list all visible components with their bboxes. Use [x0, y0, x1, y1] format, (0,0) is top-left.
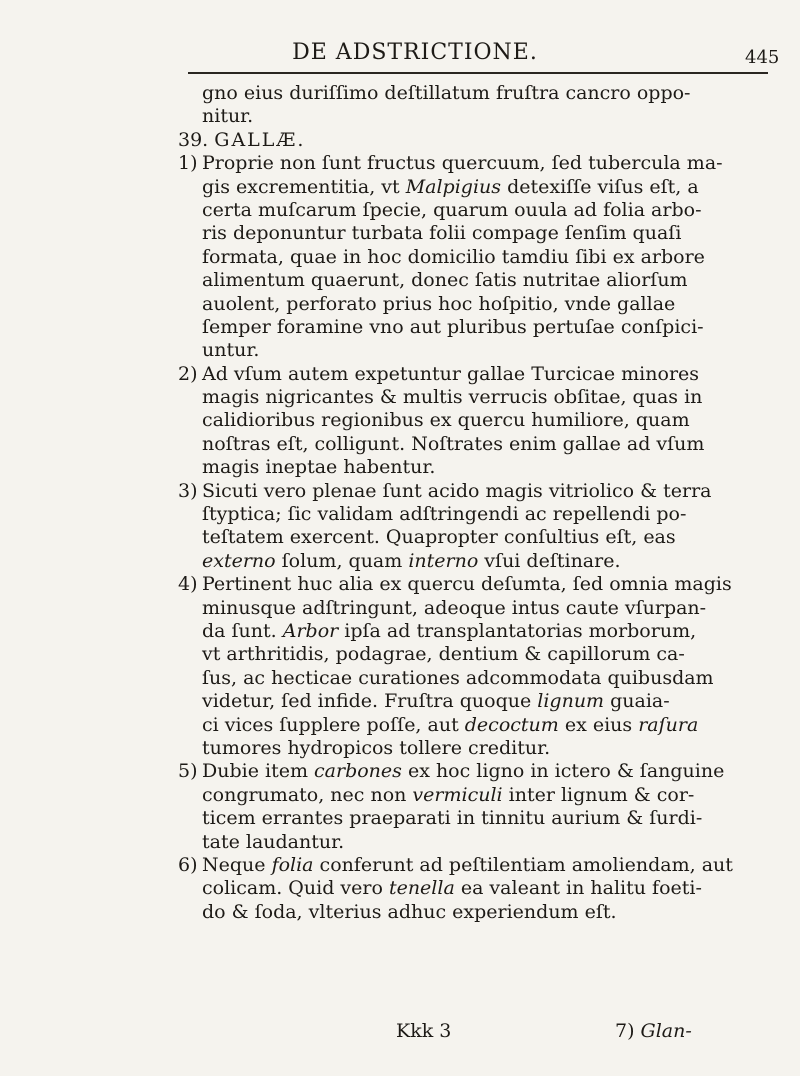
item-number: 5)	[178, 760, 198, 783]
text-line: alimentum quaerunt, donec ſatis nutritae aliorſum	[202, 269, 688, 292]
catchword: 7) Glan-	[615, 1020, 692, 1042]
item-number: 2)	[178, 362, 198, 385]
text-line: tumores hydropicos tollere creditur.	[202, 736, 551, 759]
text-line: magis ineptae habentur.	[202, 456, 436, 479]
text-line: vt arthritidis, podagrae, dentium & capillorum ca-	[202, 643, 685, 666]
emphasis: decoctum	[464, 713, 559, 736]
text-line: ſus, ac hecticae curationes adcommodata quibusdam	[202, 666, 714, 689]
text-line: Pertinent huc alia ex quercu deſumta, ſed omnia magis	[202, 573, 732, 596]
emphasis: vermiculi	[412, 783, 503, 806]
text-line: gis excrementitia, vt	[202, 175, 406, 198]
section-number: 39.	[178, 128, 209, 151]
emphasis: externo	[202, 549, 276, 572]
text-line: nitur.	[202, 105, 254, 128]
emphasis: raſura	[638, 713, 699, 736]
text-line: certa muſcarum ſpecie, quarum ouula ad folia arbo-	[202, 198, 702, 221]
running-header: DE ADSTRICTIONE.	[292, 40, 538, 65]
section-heading	[178, 129, 778, 152]
emphasis: Malpigius	[405, 175, 502, 198]
text-line: teſtatem exercent. Quapropter conſultius eſt, eas	[202, 526, 676, 549]
text-line: Ad vſum autem expetuntur gallae Turcicae minores	[202, 362, 700, 385]
signature-mark: Kkk 3	[396, 1020, 452, 1042]
text-line: do & ſoda, vlterius adhuc experiendum eſt.	[202, 900, 617, 923]
emphasis: folia	[271, 853, 314, 876]
emphasis: carbones	[314, 760, 402, 783]
text-line: ſtyptica; ſic validam adſtringendi ac repellendi po-	[202, 503, 687, 526]
text-line: noſtras eſt, colligunt. Noſtrates enim gallae ad vſum	[202, 432, 705, 455]
page-number: 445	[745, 47, 780, 68]
item-number: 4)	[178, 573, 198, 596]
text-line: Proprie non ſunt fructus quercuum, ſed tubercula ma-	[202, 152, 723, 175]
text-line: Sicuti vero plenae ſunt acido magis vitriolico & terra	[202, 479, 712, 502]
text-line: colicam. Quid vero tenella ea valeant in halitu foeti-	[202, 877, 702, 900]
header-rule	[188, 72, 768, 74]
text-line: formata, quae in hoc domicilio tamdiu ſibi ex arbore	[202, 245, 705, 268]
text-line: calidioribus regionibus ex quercu humiliore, quam	[202, 409, 690, 432]
emphasis: lignum	[537, 690, 605, 713]
text-line: ſemper foramine vno aut pluribus pertuſae conſpici-	[202, 315, 704, 338]
item-number: 3)	[178, 479, 198, 502]
text-line: gno eius duriſſimo deſtillatum fruſtra cancro oppo-	[202, 82, 691, 104]
item-number: 1)	[178, 152, 198, 175]
text-line: untur.	[202, 339, 260, 362]
text-line: magis nigricantes & multis verrucis obſitae, quas in	[202, 386, 703, 409]
item-number: 6)	[178, 853, 198, 876]
emphasis: Arbor	[282, 619, 339, 642]
text-line: minusque adſtringunt, adeoque intus caute vſurpan-	[202, 596, 707, 619]
emphasis: tenella	[388, 877, 455, 900]
section-title: GALLÆ.	[214, 128, 306, 151]
text-line: ris deponuntur turbata folii compage ſenſim quaſi	[202, 222, 682, 245]
emphasis: interno	[408, 549, 479, 572]
text-line: ticem errantes praeparati in tinnitu aurium & ſurdi-	[202, 807, 703, 830]
text-line: tate laudantur.	[202, 830, 345, 853]
body-text: gno eius duriſſimo deſtillatum fruſtra cancro oppo- nitur. 39. GALLÆ. 1) Proprie non ſunt fructus quercuum, ſed tubercula ma- gis excrementitia, vt Malpigius detexiſſe viſus eſt, a certa muſcarum ſpecie, quarum ouula ad folia arbo- ris deponuntur turbata folii compage ſenſim quaſi formata, quae in hoc domicilio tamdiu ſibi ex arbore alimentum quaerunt, donec ſatis nutritae aliorſum auolent, perforato prius hoc hoſpitio, vnde gallae ſemper foramine vno aut pluribus pertuſae conſpici- untur. 2) Ad vſum autem expetuntur gallae Turcicae minores magis nigricantes & multis verrucis obſitae, quas in calidioribus regionibus ex quercu humiliore, quam noſtras eſt, colligunt. Noſtrates enim gallae ad vſum magis ineptae habentur. 3) Sicuti vero plenae ſunt acido magis vitriolico & terra ſtyptica; ſic validam adſtringendi ac repellendi po- teſtatem exercent. Quapropter conſultius eſt, eas externo ſolum, quam interno vſui deſtinare. 4) Pertinent huc alia ex quercu deſumta, ſed omnia magis minusque adſtringunt, adeoque intus caute vſurpan- da ſunt. Arbor ipſa ad transplantatorias morborum, vt arthritidis, podagrae, dentium & capillorum ca- ſus, ac hecticae curationes adcommodata quibusdam videtur, ſed infide. Fruſtra quoque lignum guaia- ci vices ſupplere poſſe, aut decoctum ex eius raſura tumores hydropicos tollere creditur. 5) Dubie item carbones ex hoc ligno in ictero & ſanguine congrumato, nec non vermiculi inter lignum & cor- ticem errantes praeparati in tinnitu aurium & ſurdi- tate laudantur. 6) Neque folia conferunt ad peſtilentiam amoliendam, aut colicam. Quid vero tenella ea valeant in halitu foeti- do & ſoda, vlterius adhuc experiendum eſt.	[178, 82, 778, 924]
text-line: auolent, perforato prius hoc hoſpitio, vnde gallae	[202, 292, 676, 315]
